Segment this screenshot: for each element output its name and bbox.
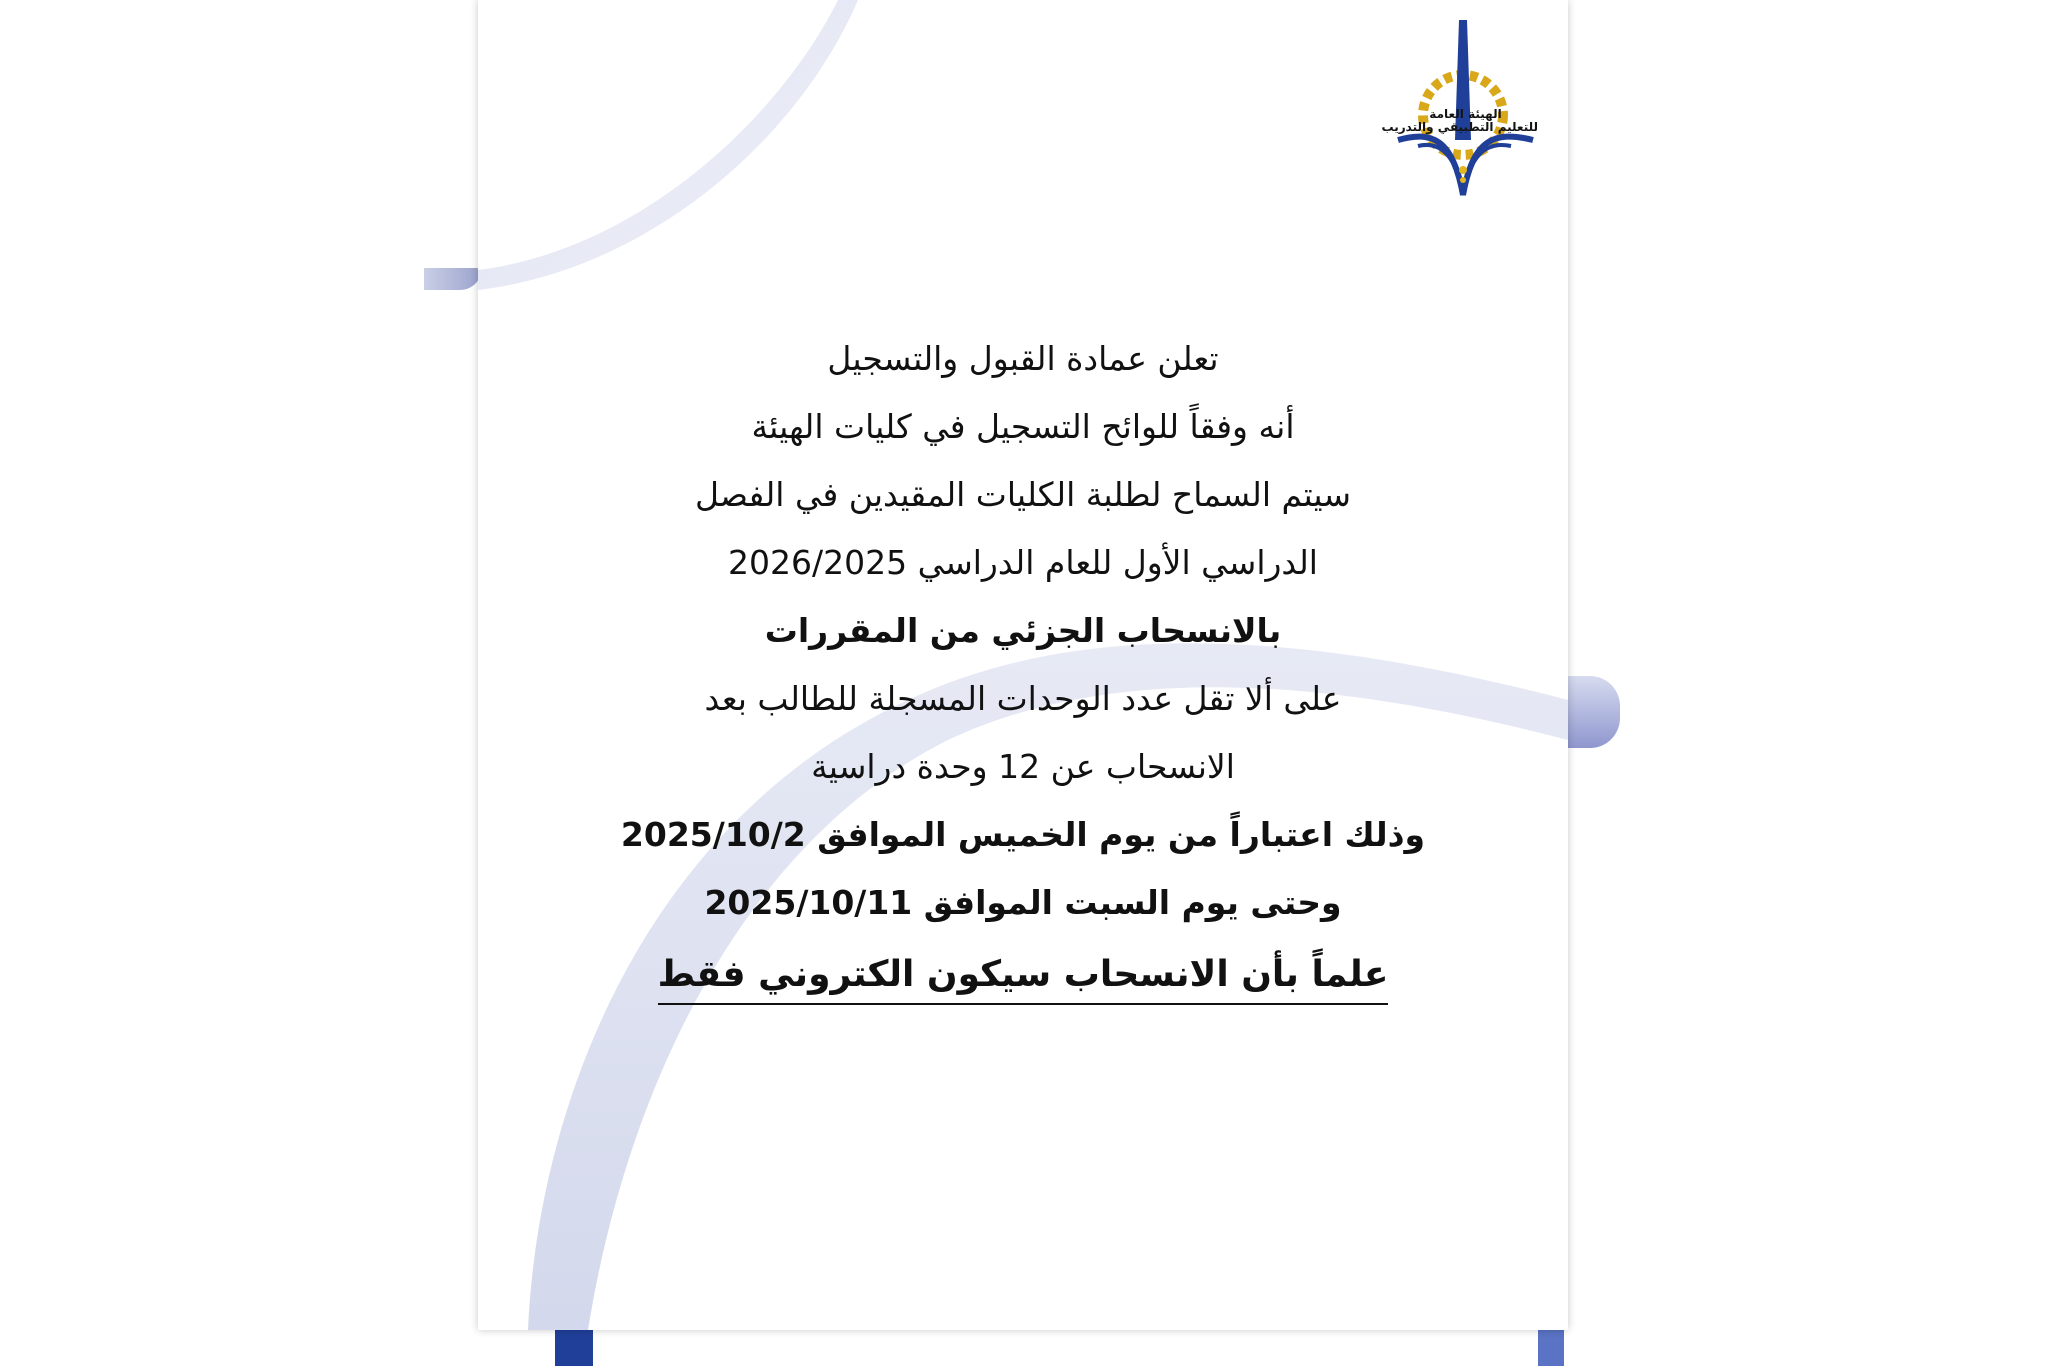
announcement-line-8: وذلك اعتباراً من يوم الخميس الموافق 2025/10/2 xyxy=(620,815,1426,854)
announcement-line-2: أنه وفقاً للوائح التسجيل في كليات الهيئة xyxy=(751,407,1295,446)
announcement-note: علماً بأن الانسحاب سيكون الكتروني فقط xyxy=(658,951,1389,1005)
announcement-body xyxy=(478,325,1568,1005)
bottom-blue-bar-right xyxy=(1538,1330,1564,1366)
organization-logo xyxy=(1381,20,1538,200)
announcement-line-3: سيتم السماح لطلبة الكليات المقيدين في الفصل xyxy=(694,475,1352,514)
announcement-line-7: الانسحاب عن 12 وحدة دراسية xyxy=(811,747,1235,786)
announcement-line-4: الدراسي الأول للعام الدراسي 2026/2025 xyxy=(728,543,1318,582)
footer-faded-icons xyxy=(480,1350,1080,1366)
background-swoosh-left xyxy=(424,268,482,290)
logo-text-line2: للتعليم التطبيقي والتدريب xyxy=(1381,120,1538,134)
announcement-card xyxy=(478,0,1568,1330)
logo-text xyxy=(1381,107,1538,134)
announcement-line-6: على ألا تقل عدد الوحدات المسجلة للطالب بعد xyxy=(704,679,1342,718)
announcement-line-5: بالانسحاب الجزئي من المقررات xyxy=(764,611,1282,650)
logo-text-line1: الهيئة العامة xyxy=(1429,107,1502,121)
announcement-line-1: تعلن عمادة القبول والتسجيل xyxy=(827,339,1219,378)
announcement-line-9: وحتى يوم السبت الموافق 2025/10/11 xyxy=(704,883,1342,922)
background-swoosh-right xyxy=(1568,676,1620,748)
